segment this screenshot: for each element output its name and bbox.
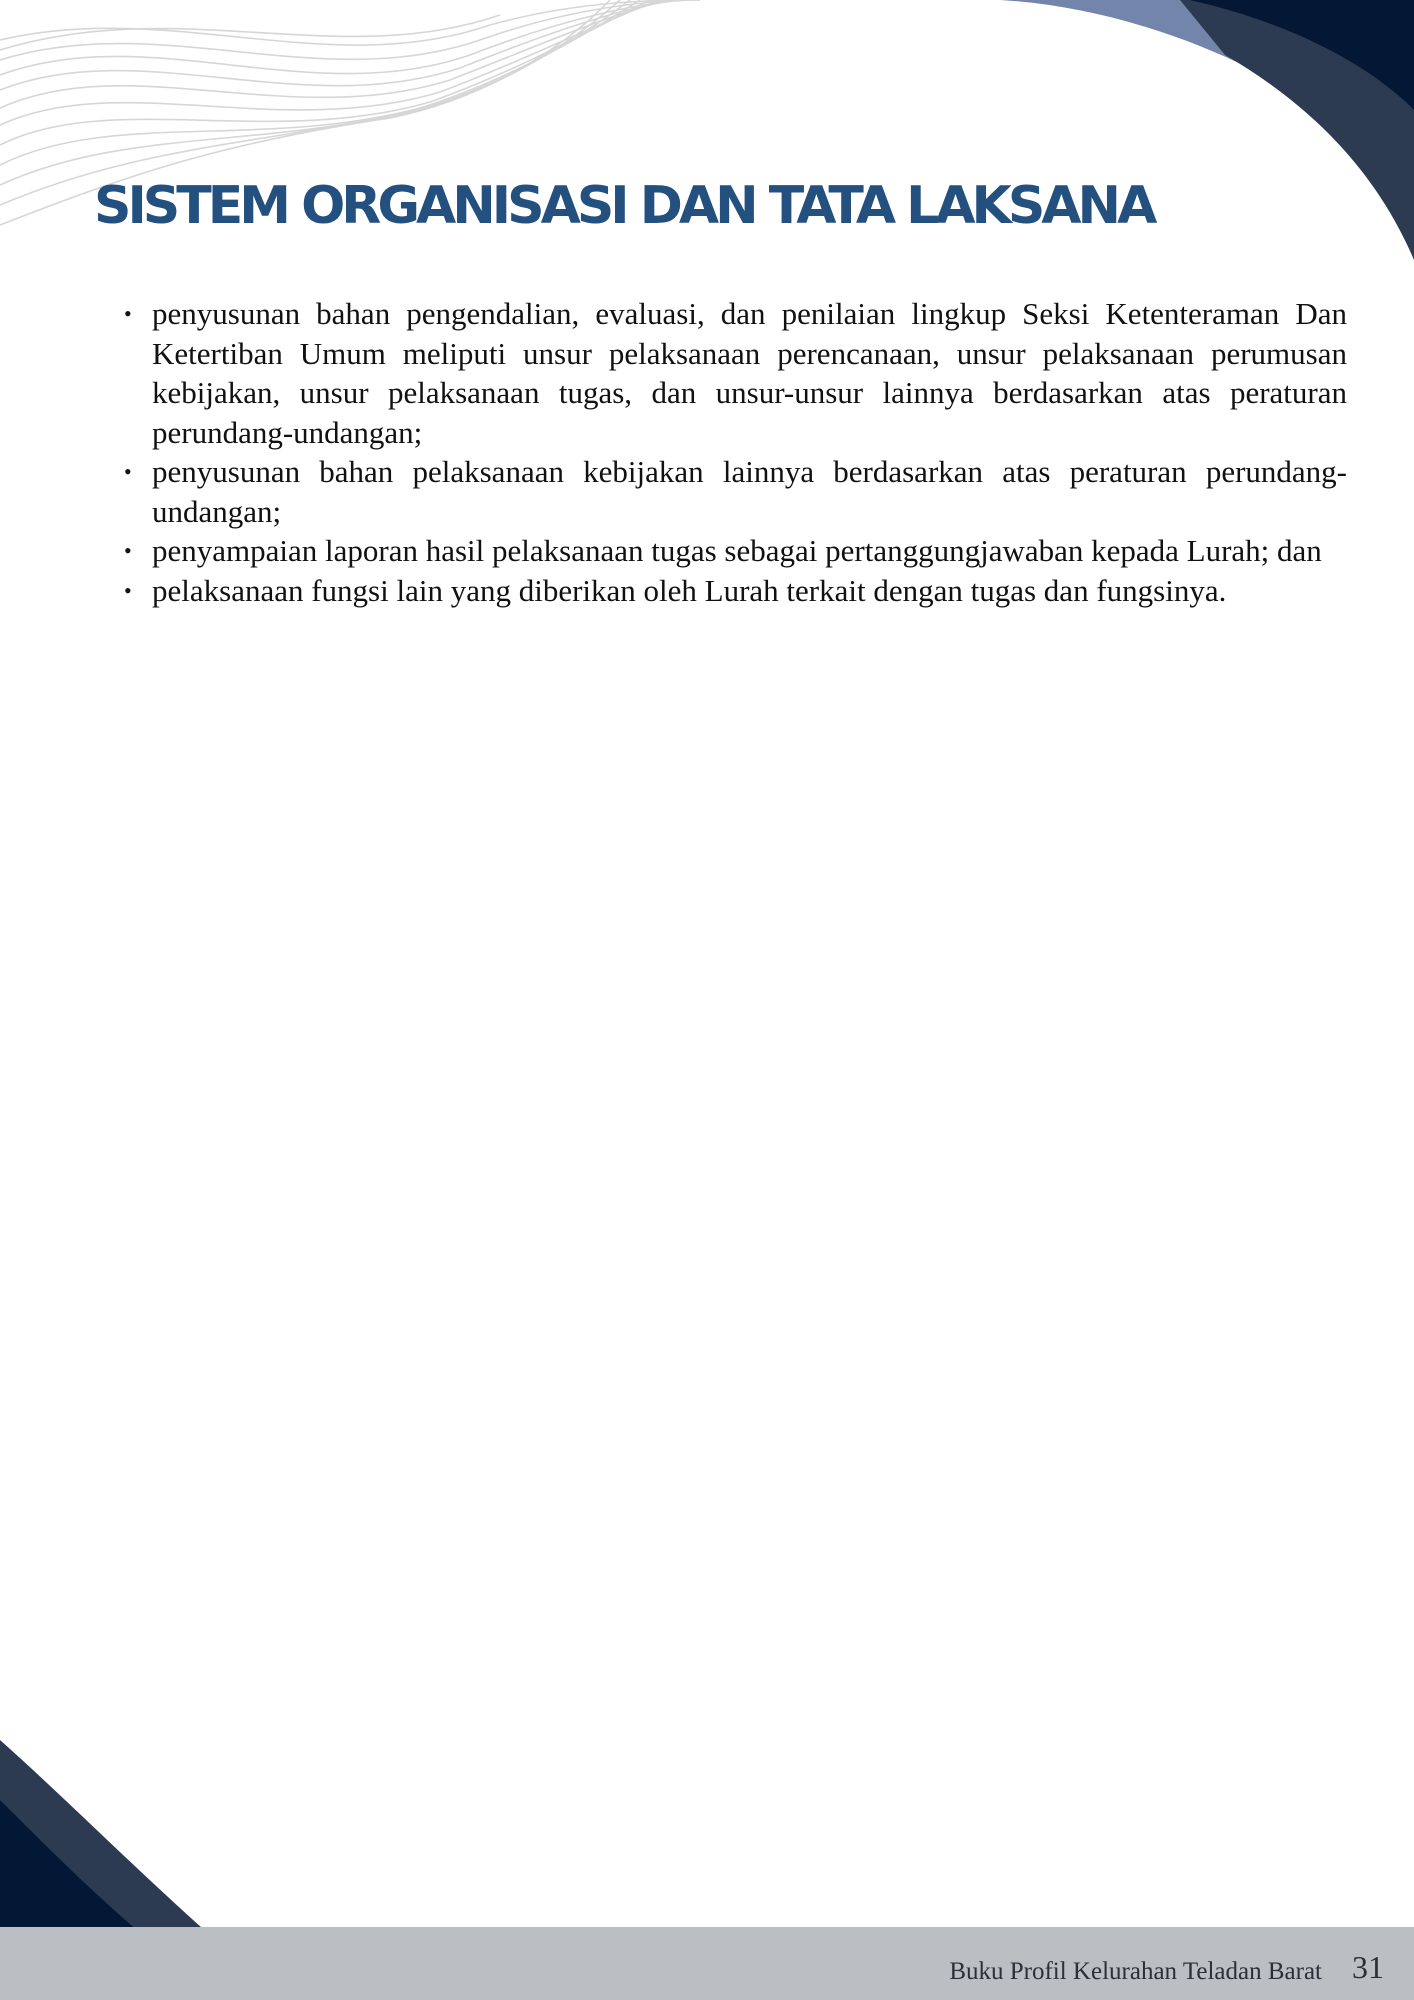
list-item: • penyusunan bahan pelaksanaan kebijakan lainnya berdasarkan atas peraturan perundang-undangan; xyxy=(152,452,1347,531)
footer-book-title: Buku Profil Kelurahan Teladan Barat xyxy=(949,1958,1322,1985)
list-item: • penyampaian laporan hasil pelaksanaan tugas sebagai pertanggungjawaban kepada Lurah; dan xyxy=(152,531,1347,571)
task-list xyxy=(124,294,1347,610)
list-item: • penyusunan bahan pengendalian, evaluasi, dan penilaian lingkup Seksi Ketenteraman Dan Ketertiban Umum meliputi unsur pelaksanaan perencanaan, unsur pelaksanaan perumusan kebijakan, unsur pelaksanaan tugas, dan unsur-unsur lainnya berdasarkan atas peraturan perundang-undangan; xyxy=(152,294,1347,452)
page-number: 31 xyxy=(1352,1949,1384,1985)
page-title: SISTEM ORGANISASI DAN TATA LAKSANA xyxy=(94,176,1154,236)
list-item: • pelaksanaan fungsi lain yang diberikan oleh Lurah terkait dengan tugas dan fungsinya. xyxy=(152,571,1347,611)
